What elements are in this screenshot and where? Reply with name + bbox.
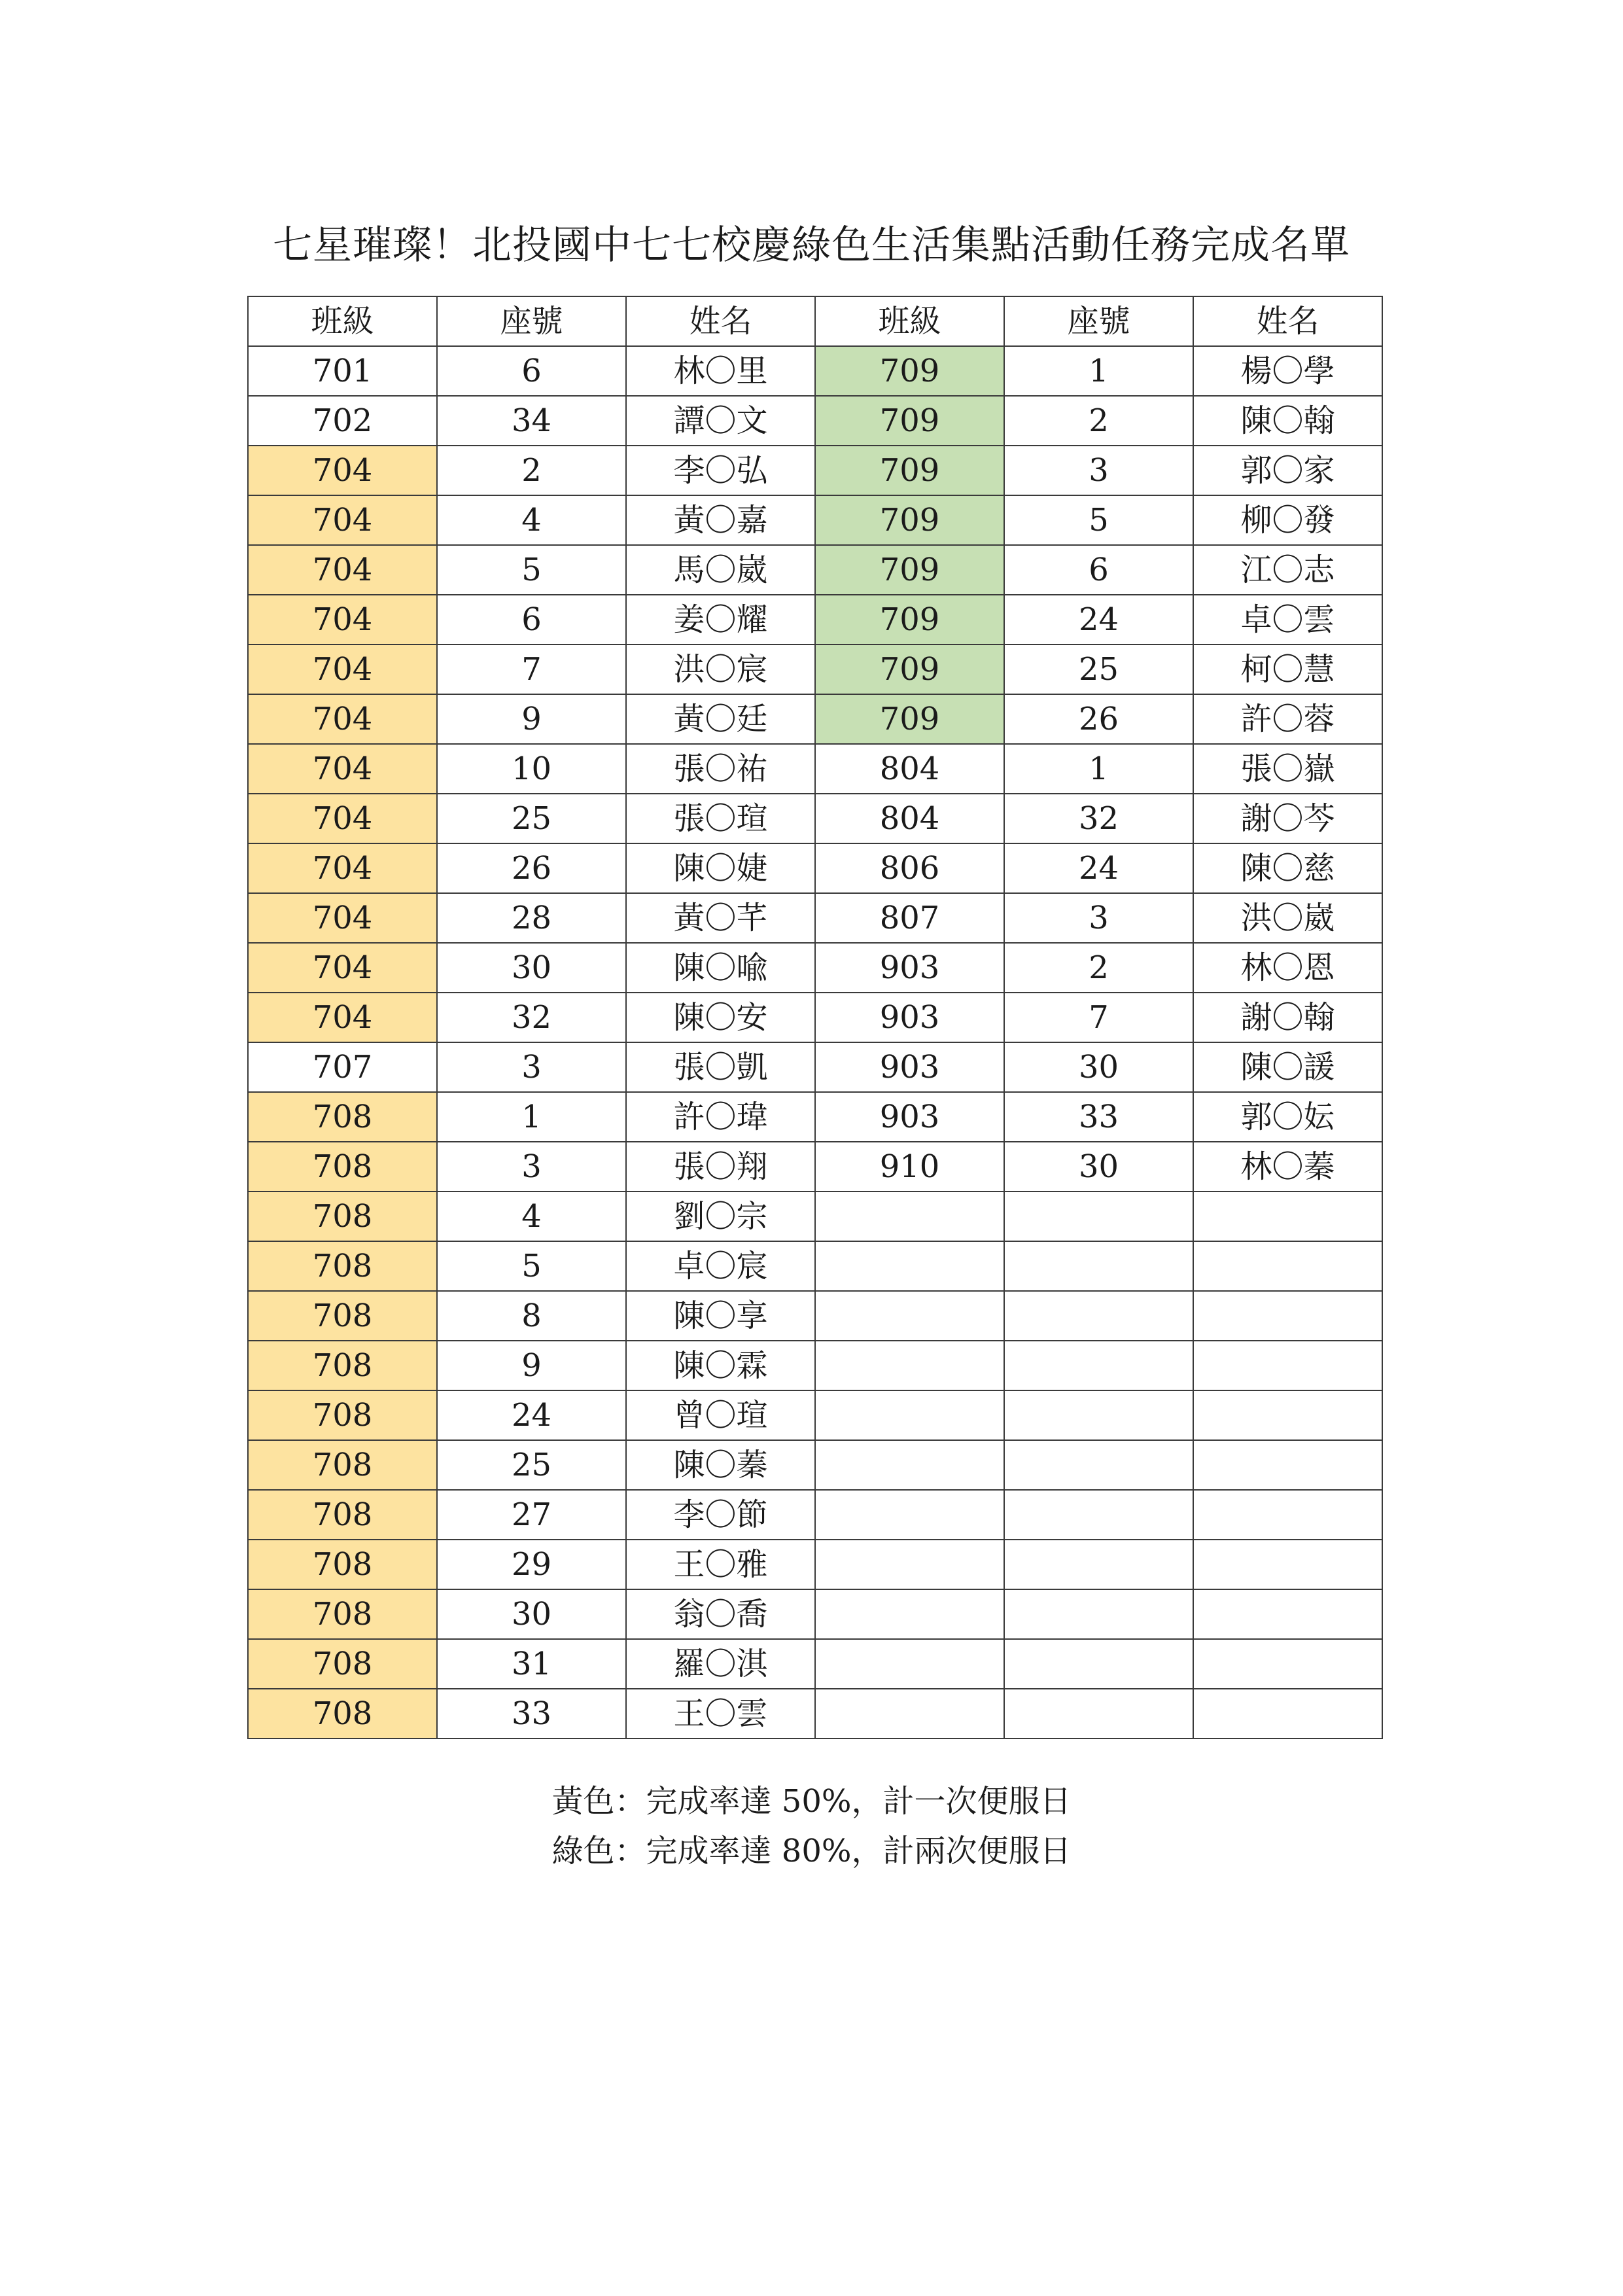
left-seat-cell: 25 [437,794,626,843]
table-row [248,993,1382,1042]
right-name-cell: 陳〇慈 [1193,843,1382,893]
table-row [248,744,1382,794]
right-class-cell [815,1689,1004,1739]
right-seat-cell: 5 [1004,495,1193,545]
right-name-cell [1193,1589,1382,1639]
right-class-cell: 804 [815,744,1004,794]
right-name-cell: 郭〇家 [1193,446,1382,495]
right-seat-cell: 30 [1004,1142,1193,1192]
right-name-cell: 陳〇諼 [1193,1042,1382,1092]
left-name-cell: 陳〇霖 [626,1341,815,1390]
right-seat-cell: 26 [1004,694,1193,744]
right-seat-cell: 24 [1004,843,1193,893]
right-seat-cell: 24 [1004,595,1193,645]
right-name-cell: 許〇蓉 [1193,694,1382,744]
left-seat-cell: 7 [437,645,626,694]
left-name-cell: 張〇瑄 [626,794,815,843]
table-row [248,1390,1382,1440]
header-seat-right: 座號 [1004,296,1193,346]
right-class-cell: 709 [815,346,1004,396]
right-class-cell [815,1589,1004,1639]
completion-roster-table [247,296,1383,1739]
left-class-cell: 708 [248,1540,437,1589]
table-row [248,1192,1382,1241]
left-name-cell: 張〇翔 [626,1142,815,1192]
right-class-cell [815,1390,1004,1440]
right-name-cell: 林〇蓁 [1193,1142,1382,1192]
right-class-cell [815,1440,1004,1490]
right-name-cell: 柳〇發 [1193,495,1382,545]
right-seat-cell [1004,1540,1193,1589]
right-class-cell: 709 [815,694,1004,744]
left-class-cell: 708 [248,1390,437,1440]
left-name-cell: 張〇祐 [626,744,815,794]
right-class-cell [815,1639,1004,1689]
right-name-cell: 張〇嶽 [1193,744,1382,794]
page-title: 七星璀璨！北投國中七七校慶綠色生活集點活動任務完成名單 [273,222,1350,268]
table-row [248,943,1382,993]
left-name-cell: 姜〇耀 [626,595,815,645]
table-row [248,1589,1382,1639]
right-seat-cell: 30 [1004,1042,1193,1092]
right-seat-cell: 32 [1004,794,1193,843]
left-class-cell: 704 [248,495,437,545]
right-seat-cell [1004,1440,1193,1490]
left-name-cell: 許〇瑋 [626,1092,815,1142]
table-row [248,1490,1382,1540]
right-seat-cell [1004,1639,1193,1689]
table-row [248,1689,1382,1739]
table-row [248,1291,1382,1341]
right-seat-cell: 33 [1004,1092,1193,1142]
left-seat-cell: 33 [437,1689,626,1739]
right-name-cell: 謝〇芩 [1193,794,1382,843]
left-name-cell: 王〇雅 [626,1540,815,1589]
left-class-cell: 708 [248,1092,437,1142]
right-name-cell: 謝〇翰 [1193,993,1382,1042]
right-name-cell: 江〇志 [1193,545,1382,595]
left-class-cell: 708 [248,1192,437,1241]
left-seat-cell: 5 [437,1241,626,1291]
left-name-cell: 陳〇蓁 [626,1440,815,1490]
table-row [248,346,1382,396]
left-name-cell: 洪〇宸 [626,645,815,694]
left-seat-cell: 6 [437,595,626,645]
left-class-cell: 708 [248,1241,437,1291]
left-name-cell: 陳〇安 [626,993,815,1042]
table-row [248,893,1382,943]
table-row [248,1092,1382,1142]
left-seat-cell: 27 [437,1490,626,1540]
table-row [248,1042,1382,1092]
right-class-cell: 804 [815,794,1004,843]
right-name-cell [1193,1689,1382,1739]
table-row [248,495,1382,545]
right-seat-cell [1004,1341,1193,1390]
right-class-cell: 709 [815,595,1004,645]
right-name-cell [1193,1390,1382,1440]
right-class-cell: 903 [815,1042,1004,1092]
left-name-cell: 陳〇喩 [626,943,815,993]
left-name-cell: 李〇弘 [626,446,815,495]
right-name-cell: 柯〇慧 [1193,645,1382,694]
right-class-cell: 903 [815,943,1004,993]
right-class-cell: 709 [815,545,1004,595]
left-name-cell: 羅〇淇 [626,1639,815,1689]
right-seat-cell: 1 [1004,744,1193,794]
right-class-cell: 709 [815,396,1004,446]
left-class-cell: 704 [248,694,437,744]
right-seat-cell: 3 [1004,446,1193,495]
left-class-cell: 708 [248,1291,437,1341]
header-seat-left: 座號 [437,296,626,346]
right-name-cell [1193,1291,1382,1341]
table-row [248,446,1382,495]
table-header-row [248,296,1382,346]
left-class-cell: 701 [248,346,437,396]
left-class-cell: 708 [248,1490,437,1540]
right-class-cell [815,1291,1004,1341]
left-class-cell: 704 [248,843,437,893]
legend-green: 綠色：完成率達 80%，計兩次便服日 [551,1833,1072,1869]
right-name-cell: 陳〇翰 [1193,396,1382,446]
right-name-cell [1193,1440,1382,1490]
right-class-cell: 709 [815,495,1004,545]
left-seat-cell: 9 [437,1341,626,1390]
right-class-cell [815,1540,1004,1589]
left-seat-cell: 34 [437,396,626,446]
right-name-cell: 洪〇崴 [1193,893,1382,943]
right-seat-cell: 6 [1004,545,1193,595]
header-name-right: 姓名 [1193,296,1382,346]
right-seat-cell: 25 [1004,645,1193,694]
right-class-cell: 709 [815,446,1004,495]
left-name-cell: 王〇雲 [626,1689,815,1739]
left-class-cell: 708 [248,1440,437,1490]
table-row [248,1540,1382,1589]
left-seat-cell: 26 [437,843,626,893]
right-seat-cell [1004,1192,1193,1241]
table-row [248,1639,1382,1689]
left-seat-cell: 10 [437,744,626,794]
right-seat-cell: 2 [1004,943,1193,993]
right-name-cell [1193,1540,1382,1589]
left-seat-cell: 4 [437,1192,626,1241]
left-class-cell: 704 [248,893,437,943]
right-seat-cell [1004,1589,1193,1639]
table-row [248,1142,1382,1192]
left-name-cell: 林〇里 [626,346,815,396]
left-name-cell: 馬〇崴 [626,545,815,595]
left-class-cell: 708 [248,1689,437,1739]
table-row [248,1341,1382,1390]
right-seat-cell [1004,1390,1193,1440]
table-body [248,346,1382,1739]
left-class-cell: 704 [248,794,437,843]
right-seat-cell [1004,1490,1193,1540]
right-name-cell [1193,1241,1382,1291]
left-seat-cell: 25 [437,1440,626,1490]
legend-yellow: 黃色：完成率達 50%，計一次便服日 [551,1783,1072,1820]
left-seat-cell: 8 [437,1291,626,1341]
left-class-cell: 707 [248,1042,437,1092]
left-class-cell: 704 [248,943,437,993]
right-class-cell: 903 [815,1092,1004,1142]
right-seat-cell: 7 [1004,993,1193,1042]
right-class-cell: 806 [815,843,1004,893]
right-class-cell [815,1490,1004,1540]
left-seat-cell: 4 [437,495,626,545]
left-name-cell: 李〇節 [626,1490,815,1540]
right-name-cell [1193,1639,1382,1689]
right-seat-cell: 3 [1004,893,1193,943]
header-name-left: 姓名 [626,296,815,346]
right-class-cell: 903 [815,993,1004,1042]
left-name-cell: 黃〇廷 [626,694,815,744]
left-seat-cell: 5 [437,545,626,595]
right-seat-cell [1004,1291,1193,1341]
table-row [248,545,1382,595]
left-class-cell: 704 [248,595,437,645]
left-seat-cell: 1 [437,1092,626,1142]
right-seat-cell: 2 [1004,396,1193,446]
left-class-cell: 708 [248,1589,437,1639]
right-seat-cell [1004,1689,1193,1739]
right-class-cell: 709 [815,645,1004,694]
left-name-cell: 卓〇宸 [626,1241,815,1291]
right-class-cell: 910 [815,1142,1004,1192]
right-name-cell: 郭〇妘 [1193,1092,1382,1142]
left-class-cell: 704 [248,993,437,1042]
left-seat-cell: 6 [437,346,626,396]
left-class-cell: 702 [248,396,437,446]
left-seat-cell: 3 [437,1042,626,1092]
right-name-cell [1193,1341,1382,1390]
table-row [248,1440,1382,1490]
left-class-cell: 708 [248,1142,437,1192]
left-name-cell: 黃〇芊 [626,893,815,943]
left-seat-cell: 30 [437,943,626,993]
right-seat-cell: 1 [1004,346,1193,396]
left-name-cell: 黃〇嘉 [626,495,815,545]
left-name-cell: 翁〇喬 [626,1589,815,1639]
left-seat-cell: 28 [437,893,626,943]
left-class-cell: 708 [248,1341,437,1390]
right-name-cell [1193,1490,1382,1540]
left-seat-cell: 31 [437,1639,626,1689]
left-seat-cell: 29 [437,1540,626,1589]
right-name-cell: 林〇恩 [1193,943,1382,993]
right-class-cell: 807 [815,893,1004,943]
left-seat-cell: 2 [437,446,626,495]
left-name-cell: 張〇凱 [626,1042,815,1092]
table-row [248,595,1382,645]
left-seat-cell: 3 [437,1142,626,1192]
right-name-cell [1193,1192,1382,1241]
right-name-cell: 卓〇雲 [1193,595,1382,645]
header-class-right: 班級 [815,296,1004,346]
left-class-cell: 704 [248,446,437,495]
table-row [248,794,1382,843]
right-seat-cell [1004,1241,1193,1291]
table-row [248,843,1382,893]
table-row [248,1241,1382,1291]
table-row [248,694,1382,744]
right-name-cell: 楊〇學 [1193,346,1382,396]
left-seat-cell: 30 [437,1589,626,1639]
right-class-cell [815,1241,1004,1291]
left-class-cell: 708 [248,1639,437,1689]
left-seat-cell: 24 [437,1390,626,1440]
table-row [248,396,1382,446]
left-name-cell: 陳〇婕 [626,843,815,893]
header-class-left: 班級 [248,296,437,346]
left-name-cell: 陳〇享 [626,1291,815,1341]
left-class-cell: 704 [248,645,437,694]
left-name-cell: 曾〇瑄 [626,1390,815,1440]
right-class-cell [815,1341,1004,1390]
left-name-cell: 劉〇宗 [626,1192,815,1241]
left-class-cell: 704 [248,744,437,794]
left-seat-cell: 9 [437,694,626,744]
left-class-cell: 704 [248,545,437,595]
right-class-cell [815,1192,1004,1241]
table-row [248,645,1382,694]
left-seat-cell: 32 [437,993,626,1042]
left-name-cell: 譚〇文 [626,396,815,446]
